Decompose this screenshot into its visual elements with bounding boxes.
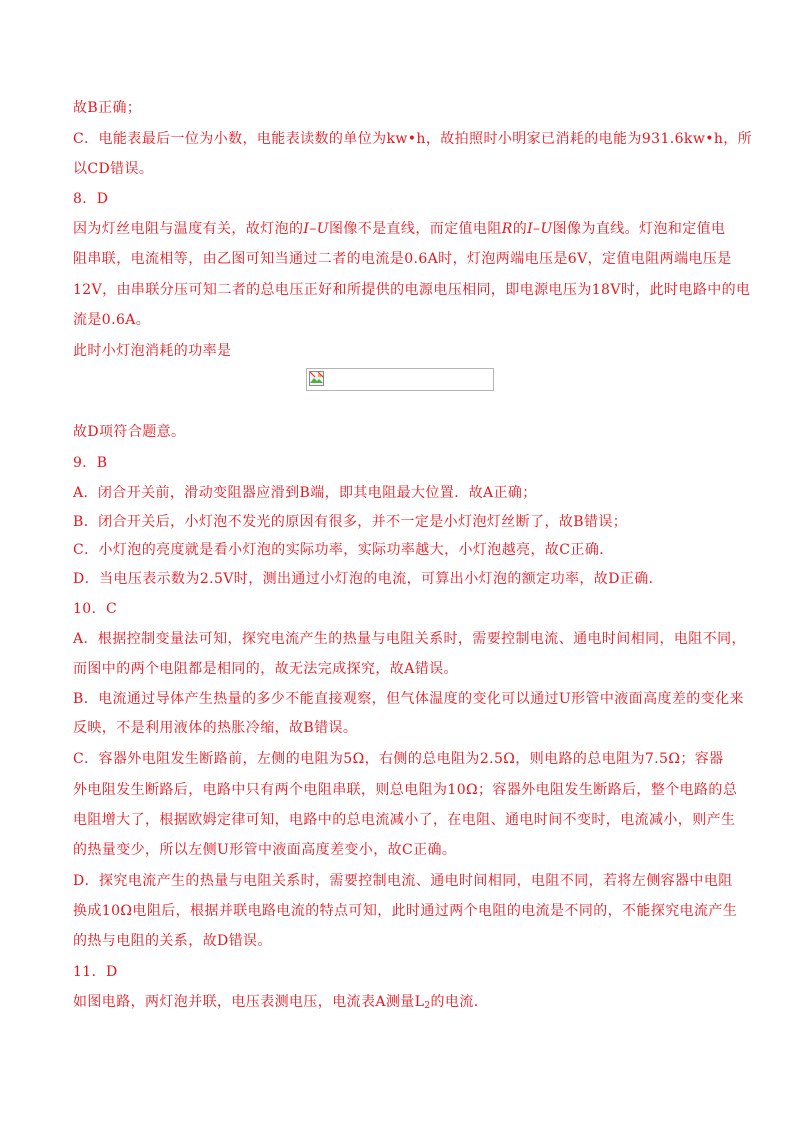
text-line: [73, 993, 479, 1015]
math-variable: I–U: [527, 221, 553, 237]
question-number: 10．C: [73, 601, 118, 617]
text-line: C．电能表最后一位为小数，电能表读数的单位为kw•h，故拍照时小明家已消耗的电能为931.6kw•h，所: [73, 131, 753, 147]
text-line: C．容器外电阻发生断路前，左侧的电阻为5Ω，右侧的总电阻为2.5Ω，则电路的总电阻为7.5Ω；容器: [73, 751, 724, 767]
text-line: 故B正确；: [73, 100, 142, 116]
text-line: 流是0.6A。: [73, 312, 151, 328]
text-line: 换成10Ω电阻后，根据并联电路电流的特点可知，此时通过两个电阻的电流是不同的，不能探究电流产生: [73, 903, 738, 919]
text-span: 图像不是直线，而定值电阻: [328, 221, 502, 237]
text-line: A．闭合开关前，滑动变阻器应滑到B端，即其电阻最大位置．故A正确；: [73, 485, 537, 501]
broken-image-icon: [309, 371, 325, 387]
text-line: 的热与电阻的关系，故D错误。: [73, 933, 272, 949]
text-line: 外电阻发生断路后，电路中只有两个电阻串联，则总电阻为10Ω；容器外电阻发生断路后，整个电路的总: [73, 782, 738, 798]
text-span: 的: [512, 221, 528, 237]
text-span: 的电流.: [430, 994, 479, 1010]
text-line: 此时小灯泡消耗的功率是: [73, 343, 232, 359]
subscript: 2: [424, 1001, 431, 1011]
text-line: D．当电压表示数为2.5V时，测出通过小灯泡的电流，可算出小灯泡的额定功率，故D正确．: [73, 571, 664, 587]
question-number: 8．D: [73, 191, 109, 207]
text-line: 而图中的两个电阻都是相同的，故无法完成探究，故A错误。: [73, 661, 458, 677]
text-line: B．闭合开关后，小灯泡不发光的原因有很多，并不一定是小灯泡灯丝断了，故B错误；: [73, 514, 628, 530]
formula-image-placeholder: [306, 368, 494, 391]
text-line: A．根据控制变量法可知，探究电流产生的热量与电阻关系时，需要控制电流、通电时间相同，电阻不同，: [73, 631, 746, 647]
text-line: 阻串联，电流相等，由乙图可知当通过二者的电流是0.6A时，灯泡两端电压是6V，定值电阻两端电压是: [73, 251, 732, 267]
question-number: 11．D: [73, 964, 118, 980]
text-span: 因为灯丝电阻与温度有关，故灯泡的: [73, 221, 304, 237]
text-line: 电阻增大了，根据欧姆定律可知，电路中的总电流减小了，在电阻、通电时间不变时，电流减小，则产生: [73, 812, 736, 828]
text-span: 如图电路，两灯泡并联，电压表测电压，电流表A测量L: [73, 994, 425, 1010]
text-line: 12V，由串联分压可知二者的总电压正好和所提供的电源电压相同，即电源电压为18V时，此时电路中的电: [73, 282, 751, 298]
text-line: C．小灯泡的亮度就是看小灯泡的实际功率，实际功率越大，小灯泡越亮，故C正确．: [73, 542, 614, 558]
text-line: 的热量变少，所以左侧U形管中液面高度差变小，故C正确。: [73, 842, 457, 858]
text-line: B．电流通过导体产生热量的多少不能直接观察，但气体温度的变化可以通过U形管中液面高度差的变化来: [73, 691, 744, 707]
text-line: [73, 220, 725, 238]
text-line: 故D项符合题意。: [73, 424, 186, 440]
question-number: 9．B: [73, 455, 108, 471]
math-variable: R: [501, 221, 513, 237]
text-line: D．探究电流产生的热量与电阻关系时，需要控制电流、通电时间相同，电阻不同，若将左侧容器中电阻: [73, 873, 733, 889]
text-span: 图像为直线。灯泡和定值电: [552, 221, 726, 237]
text-line: 反映，不是利用液体的热胀冷缩，故B错误。: [73, 720, 358, 736]
text-line: 以CD错误。: [73, 161, 154, 177]
math-variable: I–U: [303, 221, 329, 237]
